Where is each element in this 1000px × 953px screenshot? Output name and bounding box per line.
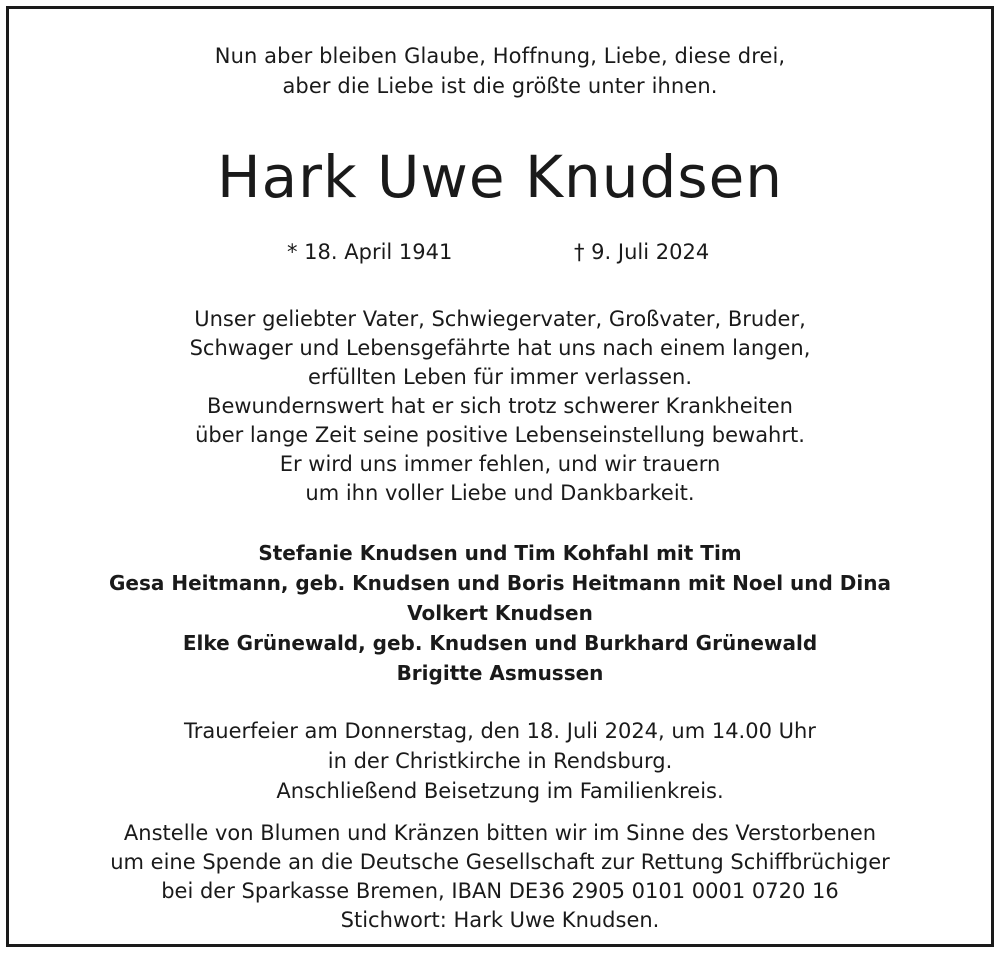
funeral-line-1: Trauerfeier am Donnerstag, den 18. Juli 2024, um 14.00 Uhr — [184, 719, 816, 743]
mourner-1: Stefanie Knudsen und Tim Kohfahl mit Tim — [258, 541, 742, 565]
tribute-line-2: Schwager und Lebensgefährte hat uns nach einem langen, — [189, 336, 811, 360]
birth-date: * 18. April 1941 — [287, 240, 453, 264]
tribute-line-4: Bewundernswert hat er sich trotz schwerer Krankheiten — [207, 394, 793, 418]
tribute-line-7: um ihn voller Liebe und Dankbarkeit. — [305, 481, 695, 505]
death-date: † 9. Juli 2024 — [574, 240, 710, 264]
donation-line-3: bei der Sparkasse Bremen, IBAN DE36 2905 0101 0001 0720 16 — [161, 879, 839, 903]
mourner-5: Brigitte Asmussen — [396, 661, 604, 685]
deceased-name: Hark Uwe Knudsen — [216, 143, 784, 211]
funeral-line-3: Anschließend Beisetzung im Familienkreis. — [276, 779, 724, 803]
mourner-3: Volkert Knudsen — [407, 601, 593, 625]
donation-line-4: Stichwort: Hark Uwe Knudsen. — [340, 908, 660, 932]
obituary-frame — [6, 6, 994, 947]
obituary-content — [9, 9, 991, 944]
mourner-2: Gesa Heitmann, geb. Knudsen und Boris Heitmann mit Noel und Dina — [108, 571, 891, 595]
verse-line-2: aber die Liebe ist die größte unter ihnen. — [282, 74, 718, 98]
tribute-line-3: erfüllten Leben für immer verlassen. — [307, 365, 692, 389]
verse-line-1: Nun aber bleiben Glaube, Hoffnung, Liebe, diese drei, — [214, 44, 786, 68]
donation-line-1: Anstelle von Blumen und Kränzen bitten wir im Sinne des Verstorbenen — [123, 821, 877, 845]
funeral-line-2: in der Christkirche in Rendsburg. — [327, 749, 673, 773]
mourner-4: Elke Grünewald, geb. Knudsen und Burkhard Grünewald — [182, 631, 818, 655]
tribute-line-1: Unser geliebter Vater, Schwiegervater, Großvater, Bruder, — [194, 307, 806, 331]
life-dates — [9, 240, 991, 270]
tribute-line-6: Er wird uns immer fehlen, und wir trauern — [279, 452, 721, 476]
tribute-line-5: über lange Zeit seine positive Lebenseinstellung bewahrt. — [195, 423, 805, 447]
donation-line-2: um eine Spende an die Deutsche Gesellschaft zur Rettung Schiffbrüchiger — [110, 850, 890, 874]
